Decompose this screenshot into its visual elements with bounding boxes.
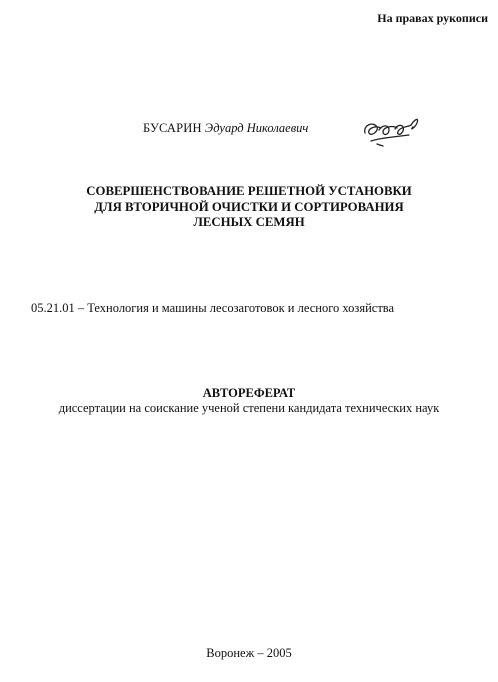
specialty-code: 05.21.01 – Технология и машины лесозаготовок и лесного хозяйства <box>31 301 395 315</box>
manuscript-rights-note: На правах рукописи <box>377 11 488 25</box>
title-line: ДЛЯ ВТОРИЧНОЙ ОЧИСТКИ И СОРТИРОВАНИЯ <box>94 199 404 214</box>
place-and-year: Воронеж – 2005 <box>206 646 292 660</box>
author-given-names: Эдуард Николаевич <box>204 121 309 135</box>
author-surname: БУСАРИН <box>143 121 202 135</box>
dissertation-title <box>0 184 498 231</box>
signature-icon <box>359 111 425 151</box>
document-type: АВТОРЕФЕРАТ <box>202 386 296 400</box>
author-name <box>143 121 308 136</box>
title-line: ЛЕСНЫХ СЕМЯН <box>193 215 305 229</box>
document-subtitle: диссертации на соискание ученой степени кандидата технических наук <box>58 401 440 415</box>
title-line: СОВЕРШЕНСТВОВАНИЕ РЕШЕТНОЙ УСТАНОВКИ <box>86 184 412 198</box>
